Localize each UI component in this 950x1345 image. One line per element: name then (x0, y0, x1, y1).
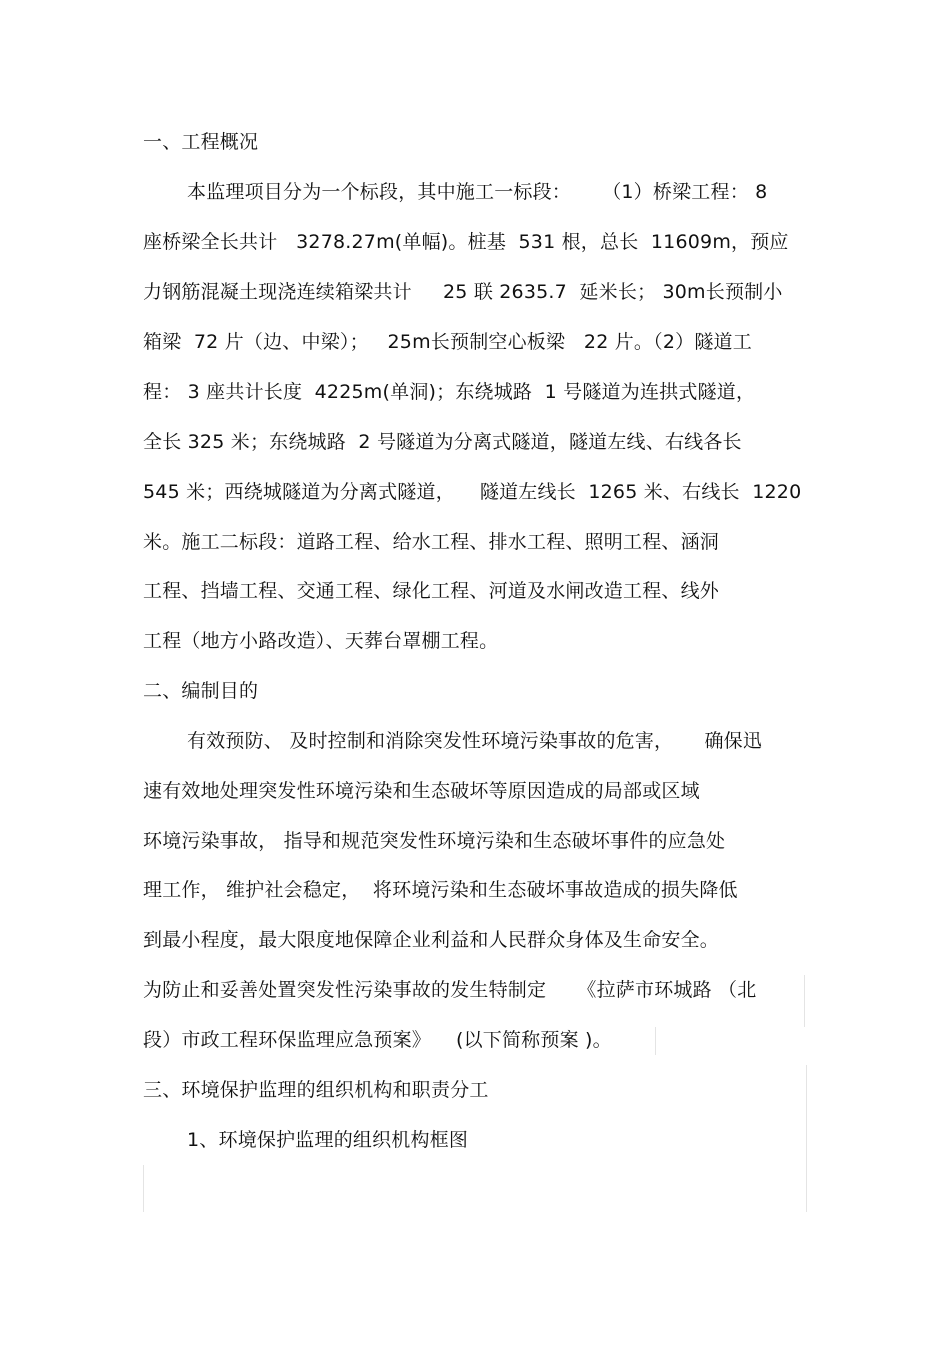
purpose-paragraph-line: 段）市政工程环保监理应急预案》 (以下简称预案 )。 (143, 1029, 612, 1051)
frame-rule (655, 1027, 656, 1055)
subsection-heading-org-chart: 1、环境保护监理的组织机构框图 (187, 1129, 469, 1151)
frame-rule (143, 1165, 144, 1212)
purpose-paragraph-line: 理工作， 维护社会稳定， 将环境污染和生态破坏事故造成的损失降低 (143, 879, 738, 901)
overview-paragraph-line: 工程（地方小路改造）、天葬台罩棚工程。 (143, 630, 499, 652)
section-heading-organization: 三、环境保护监理的组织机构和职责分工 (143, 1079, 489, 1101)
section-heading-purpose: 二、编制目的 (143, 680, 259, 702)
overview-paragraph-line: 力钢筋混凝土现浇连续箱梁共计 25 联 2635.7 延米长； 30m长预制小 (143, 281, 783, 303)
frame-rule (806, 1065, 807, 1212)
overview-paragraph-line: 工程、挡墙工程、交通工程、绿化工程、河道及水闸改造工程、线外 (143, 580, 720, 602)
purpose-paragraph-line: 到最小程度，最大限度地保障企业利益和人民群众身体及生命安全。 (143, 929, 720, 951)
overview-paragraph-line: 本监理项目分为一个标段，其中施工一标段： （1）桥梁工程： 8 (187, 181, 768, 203)
frame-rule (804, 975, 805, 1027)
overview-paragraph-line: 程： 3 座共计长度 4225m(单洞)；东绕城路 1 号隧道为连拱式隧道， (143, 381, 756, 403)
purpose-paragraph-line: 为防止和妥善处置突发性污染事故的发生特制定 《拉萨市环城路 （北 (143, 979, 757, 1001)
overview-paragraph-line: 座桥梁全长共计 3278.27m(单幅)。桩基 531 根，总长 11609m，预应 (143, 231, 789, 253)
purpose-paragraph-line: 环境污染事故， 指导和规范突发性环境污染和生态破坏事件的应急处 (143, 830, 726, 852)
overview-paragraph-line: 米。施工二标段：道路工程、给水工程、排水工程、照明工程、涵洞 (143, 531, 720, 553)
overview-paragraph-line: 全长 325 米；东绕城路 2 号隧道为分离式隧道，隧道左线、右线各长 (143, 431, 742, 453)
overview-paragraph-line: 箱梁 72 片（边、中梁）； 25m长预制空心板梁 22 片。（2）隧道工 (143, 331, 752, 353)
overview-paragraph-line: 545 米；西绕城隧道为分离式隧道， 隧道左线长 1265 米、右线长 1220 (143, 481, 802, 503)
purpose-paragraph-line: 有效预防、 及时控制和消除突发性环境污染事故的危害， 确保迅 (187, 730, 763, 752)
section-heading-overview: 一、工程概况 (143, 131, 259, 153)
purpose-paragraph-line: 速有效地处理突发性环境污染和生态破坏等原因造成的局部或区域 (143, 780, 700, 802)
